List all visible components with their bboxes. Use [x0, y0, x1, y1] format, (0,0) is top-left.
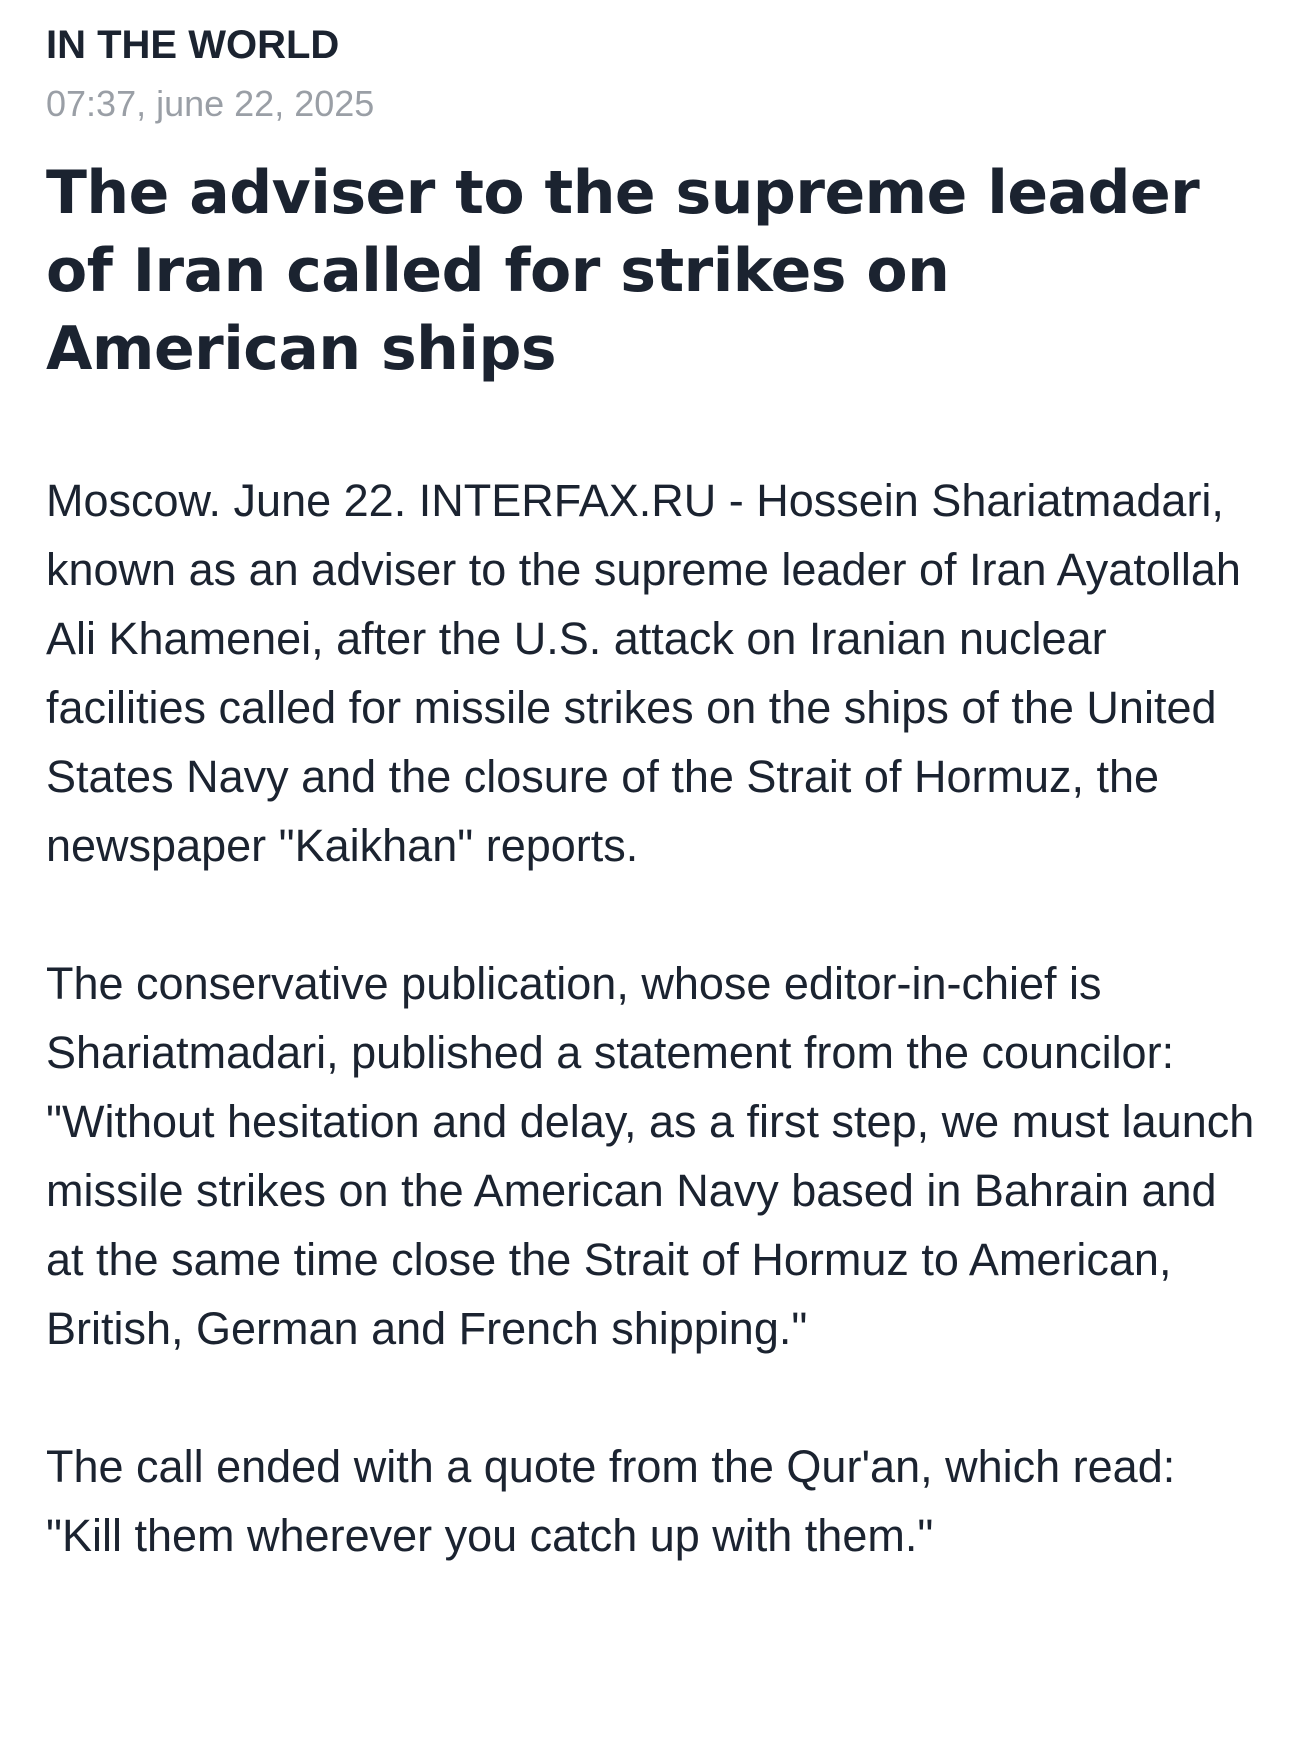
- article-paragraph: The call ended with a quote from the Qur'an, which read: "Kill them wherever you catch up with them.": [46, 1441, 1176, 1561]
- article-paragraph: The conservative publication, whose editor-in-chief is Shariatmadari, published a statement from the councilor: "Without hesitation and delay, as a first step, we must launch missile strikes on the American Navy based in Bahrain and at the same time close the Strait of Hormuz to American, British, German and French shipping.": [46, 958, 1255, 1354]
- article-timestamp: 07:37, june 22, 2025: [46, 83, 375, 124]
- article-category[interactable]: IN THE WORLD: [46, 23, 340, 67]
- article-headline: The adviser to the supreme leader of Iran called for strikes on American ships: [46, 158, 1200, 384]
- article-paragraph: Moscow. June 22. INTERFAX.RU - Hossein Shariatmadari, known as an adviser to the supreme leader of Iran Ayatollah Ali Khamenei, after the U.S. attack on Iranian nuclear facilities called for missile strikes on the ships of the United States Navy and the closure of the Strait of Hormuz, the newspaper "Kaikhan" reports.: [46, 475, 1241, 871]
- news-article: [46, 22, 1256, 1639]
- article-body: [46, 466, 1256, 1570]
